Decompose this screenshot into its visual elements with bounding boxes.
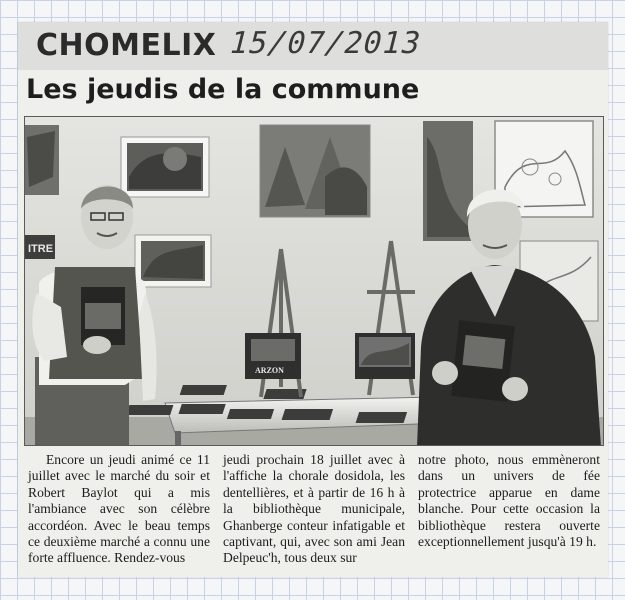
painting-tree bbox=[121, 137, 209, 197]
painting-vertical bbox=[423, 121, 473, 241]
book-held-left bbox=[81, 287, 125, 354]
painting-left-edge bbox=[25, 125, 59, 195]
article-paragraph: jeudi prochain 18 juillet avec à l'affiche la chorale dosidola, les dentellières, et à partir de 16 h à la bibliothèque municipale, Ghanberge conteur infatigable et captivant, qui, avec son ami Jean Delpeuc'h, tous deux sur bbox=[223, 452, 405, 566]
wall-sign-text: ITRE bbox=[28, 243, 54, 255]
rubric-town-name: CHOMELIX bbox=[36, 28, 217, 63]
book-on-right-easel bbox=[355, 333, 415, 379]
article-column-1 bbox=[28, 452, 210, 570]
newspaper-clipping bbox=[18, 22, 608, 577]
painting-forest bbox=[260, 125, 370, 217]
handwritten-date: 15/07/2013 bbox=[225, 26, 425, 61]
article-body bbox=[28, 452, 600, 570]
article-paragraph: notre photo, nous emmèneront dans un univers de fée protectrice apparue en dame blanche. Pour cette occasion la bibliothèque restera ouverte exceptionnellement jusqu'à 19 h. bbox=[418, 452, 600, 550]
rubric-banner bbox=[18, 22, 608, 70]
article-photo bbox=[24, 116, 604, 446]
article-paragraph: Encore un jeudi animé ce 11 juillet avec le marché du soir et Robert Baylot qui a mis l'ambiance avec son célèbre accordéon. Avec le beau temps ce deuxième marché a connu une forte affluence. Rendez-vous bbox=[28, 452, 210, 566]
article-headline: Les jeudis de la commune bbox=[26, 74, 420, 105]
book-on-left-easel bbox=[245, 333, 301, 379]
book-cover-title: ARZON bbox=[255, 366, 284, 375]
article-column-2 bbox=[223, 452, 405, 570]
painting-mid-left bbox=[135, 235, 211, 287]
photo-scene bbox=[25, 117, 604, 446]
article-column-3 bbox=[418, 452, 600, 570]
